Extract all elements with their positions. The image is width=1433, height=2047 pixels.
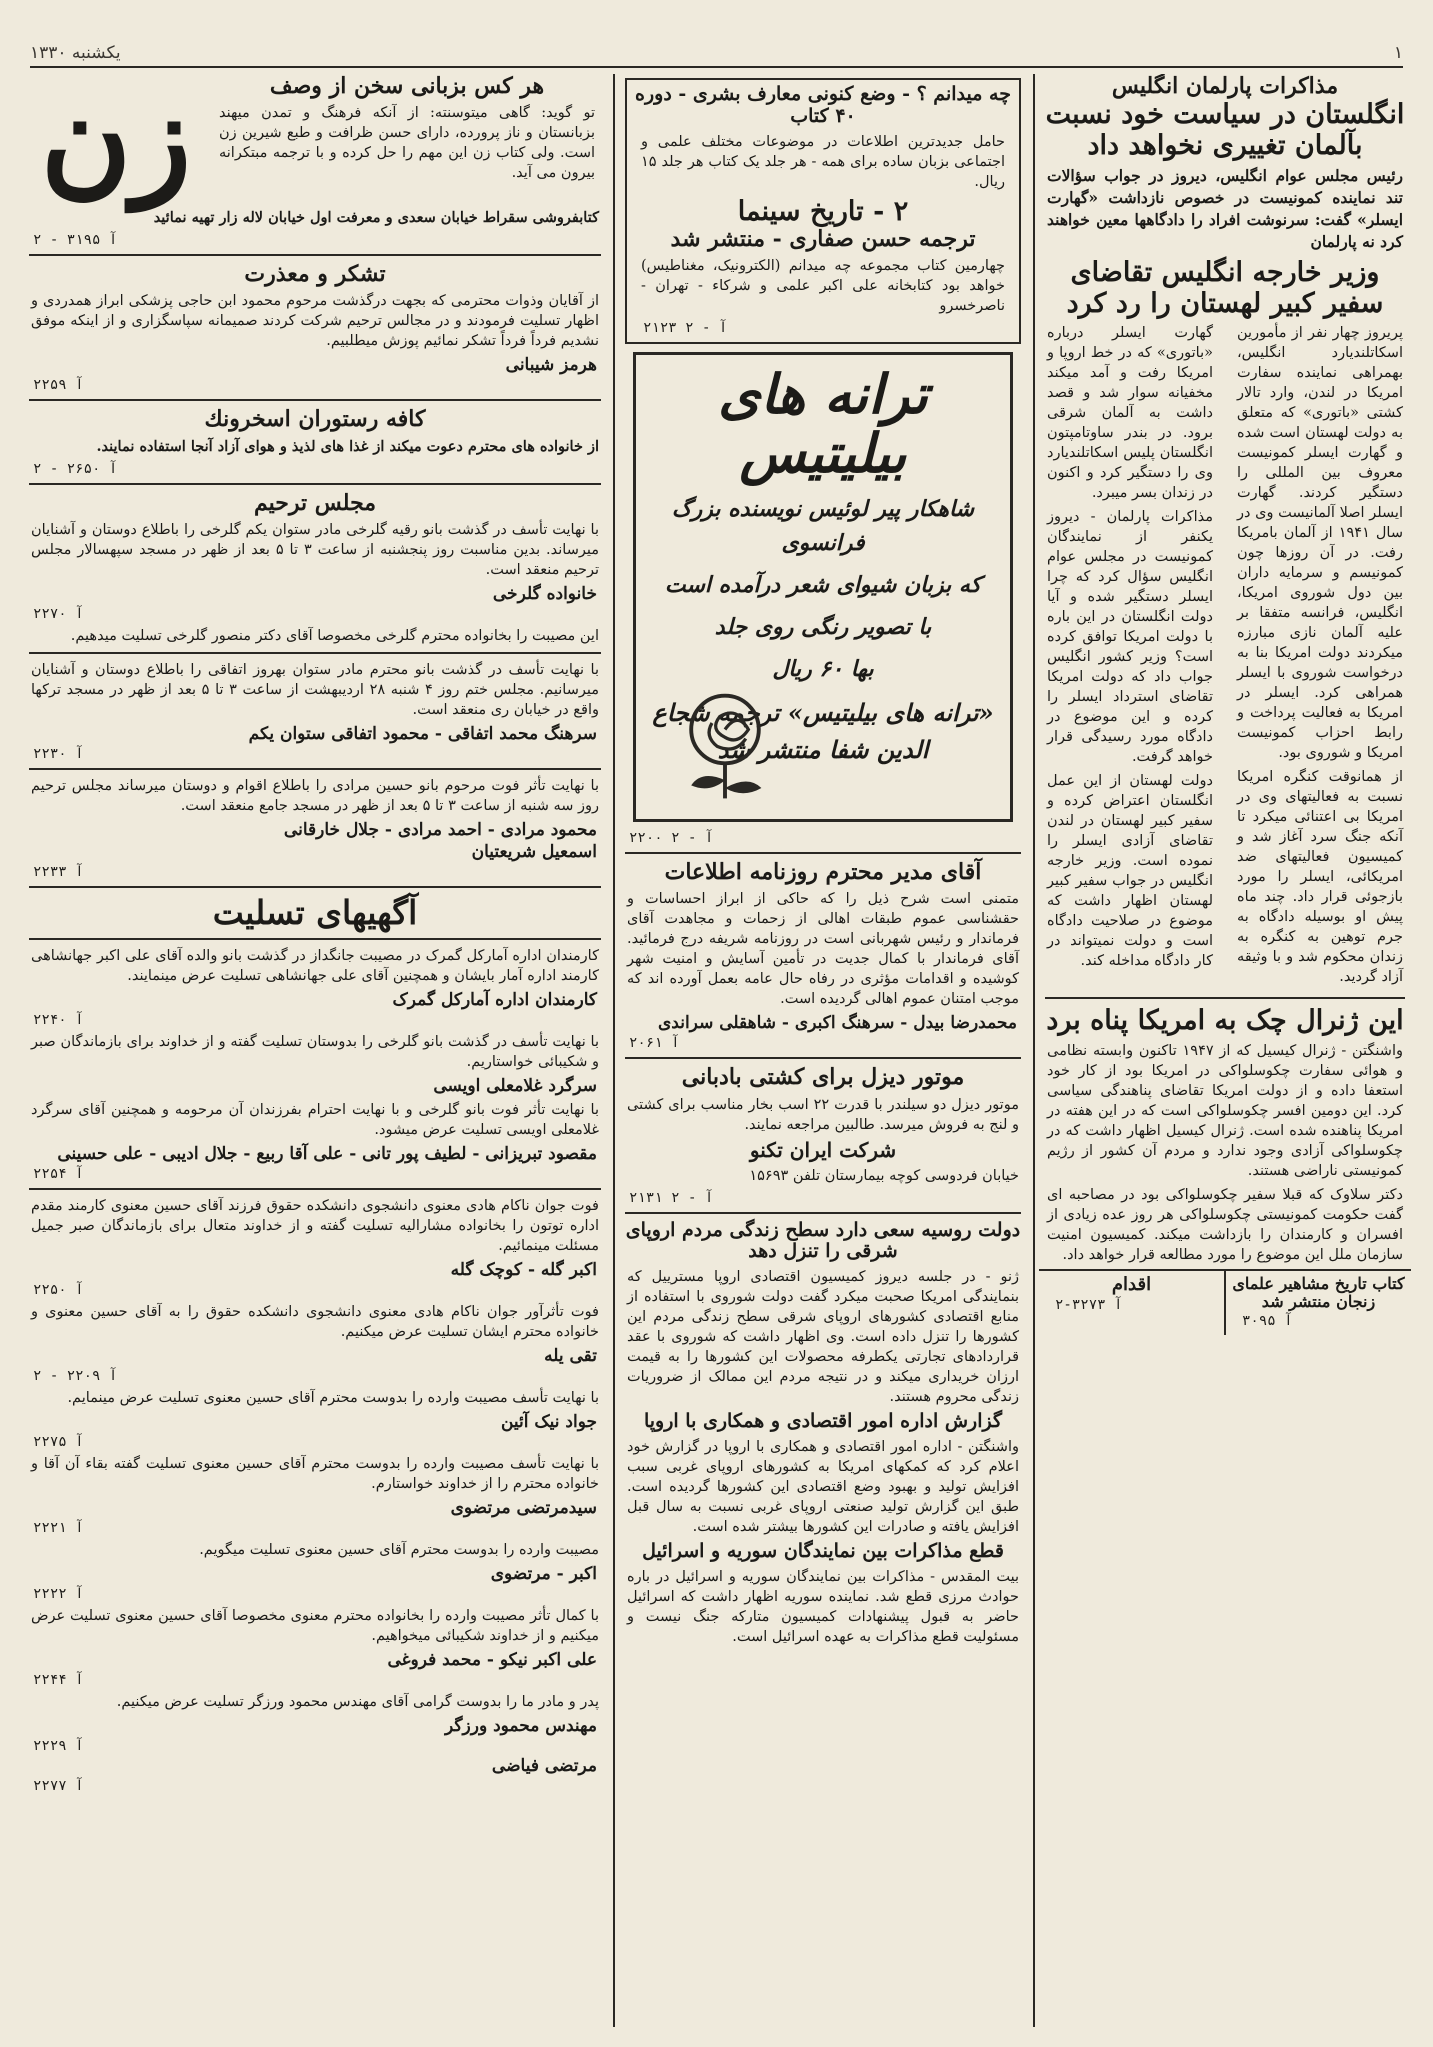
book-series-ad [625, 78, 1021, 344]
top-date-line [30, 40, 1403, 68]
column-notices [23, 74, 607, 2027]
notice-title: تشکر و معذرت [244, 261, 386, 288]
ad-code: ۲ - ۲۲۰۹ آ [33, 1368, 118, 1385]
ad-code: ۲۲۵۴ آ [33, 1166, 84, 1183]
notice-text: فوت جوان ناکام هادی معنوی دانشجوی دانشکده حقوق فرزند آقای حسین معنوی کارمند مقدم اداره توتون را بخانواده مشارالیه تسلیت گفته و از خداوند متعال برای بازماندگان صبر جمیل مسئلت مینمائیم. [31, 1198, 599, 1255]
action-ad [1039, 1271, 1224, 1336]
notice-signature: خانواده گلرخی [492, 584, 597, 605]
ad-code: ۳۰۹۵ آ [1242, 1313, 1293, 1330]
divider [625, 1057, 1021, 1059]
ad-code: ۲۲۵۰ آ [33, 1282, 84, 1299]
ad-code: ۲-۳۲۷۳ آ [1055, 1297, 1123, 1314]
article-headline: گزارش اداره امور اقتصادی و همکاری با اروپا [643, 1410, 1003, 1433]
ad-address: خیابان فردوسی کوچه بیمارستان تلفن ۱۵۶۹۳ [749, 1167, 1019, 1184]
ad-title: کتاب تاریخ مشاهیر علمای زنجان منتشر شد [1232, 1273, 1405, 1311]
section-title: آگهیهای تسلیت [212, 893, 418, 933]
ad-code: ۲۲۷۷ آ [33, 1778, 84, 1795]
article-paragraph: بیت المقدس - مذاکرات بین نمایندگان سوریه و اسرائیل در باره حوادث مرزی قطع شد. نماینده سوریه اظهار داشت که اسرائیل حاضر به قبول پیشنهادات کمیسیون متارکه جنگ نیست و مسئولیت قطع مذاکرات به عهده اسرائیل است. [627, 1569, 1019, 1645]
divider [29, 886, 601, 888]
notice-signature: مرتضی فیاضی [491, 1756, 597, 1777]
notice-text: مصیبت وارده را بدوست محترم آقای حسین معنوی تسلیت میگویم. [199, 1542, 599, 1559]
notice-signature: جواد نیک آئین [500, 1412, 597, 1433]
ad-headline: ۲ - تاریخ سینما [737, 195, 909, 227]
ad-title: اقدام [1111, 1273, 1152, 1295]
divider [625, 1212, 1021, 1214]
notice-signature: سیدمرتضی مرتضوی [450, 1498, 597, 1519]
notice-text: پدر و مادر ما را بدوست گرامی آقای مهندس محمود ورزگر تسلیت عرض میکنیم. [116, 1694, 599, 1711]
ad-code: ۲ - ۲۶۵۰ آ [33, 460, 118, 477]
ad-text: موتور دیزل دو سیلندر با قدرت ۲۲ اسب بخار مناسب برای کشتی و لنج به فروش میرسد. طالبین مراجعه نمایند. [627, 1096, 1019, 1133]
notice-signature: محمود مرادی - احمد مرادی - جلال خارقانی [283, 820, 597, 841]
ad-code: ۲۲۴۰ آ [33, 1012, 84, 1029]
notice-signature: سرگرد غلامعلی اویسی [433, 1076, 597, 1097]
ad-text: چهارمین کتاب مجموعه چه میدانم (الکترونیک، مغناطیس) خواهد بود کتابخانه علی اکبر علمی و شرکاء - تهران - ناصرخسرو [641, 258, 1005, 315]
column-middle [619, 74, 1027, 2027]
notice-signature: سرهنگ محمد اتفاقی - محمود اتفاقی ستوان یکم [248, 724, 597, 745]
notice-signature: مهندس محمود ورزگر [445, 1716, 597, 1737]
ad-code: ۲۲۳۳ آ [33, 864, 84, 881]
letter-signature: محمدرضا بیدل - سرهنگ اکبری - شاهقلی سراندی [658, 1013, 1017, 1034]
notice-text: از آقایان وذوات محترمی که بجهت درگذشت مرحوم محمود ابن حاجی پزشکی ابراز همدردی و اظهار تسلیت فرمودند و در مجالس ترحیم شرکت کردند صمیمانه سپاسگزاری و از اینکه موفق نشدیم فرداً فرداً تشکر نمائیم پوزش میطلبیم. [31, 293, 599, 350]
ad-code: ۲۲۵۹ آ [33, 377, 84, 394]
notice-title: کافه رستوران اسخرونك [204, 406, 426, 433]
letter-text: متمنی است شرح ذیل را که حاکی از ابراز احساسات و حقشناسی عموم طبقات اهالی از زحمات و مجاهدت آقای فرماندار و رئیس شهربانی است در روزنامه شریفه درج فرمائید. آقای فرماندار با کمال جدیت در تأمین آسایش و امنیت شهر کوشیده و اقدامات مؤثری در رفاه حال عامه بعمل آورده اند که موجب امتنان عموم اهالی گردیده است. [627, 891, 1019, 1008]
article-paragraph: گهارت ایسلر درباره «باتوری» که در خط اروپا و امریکا رفت و آمد میکند مخفیانه سوار شد و قصد داشت به آلمان شرقی برود. در بندر ساوتامپتون انگلستان پلیس اسکاتلندیارد وی را دستگیر کرد و اکنون در زندان بسر میبرد. [1047, 325, 1213, 502]
ad-title: چه میدانم ؟ - وضع کنونی معارف بشری - دوره ۴۰ کتاب [635, 83, 1011, 127]
poster-line: با تصویر رنگی روی جلد [714, 614, 932, 641]
divider [29, 399, 601, 401]
article-paragraph: دولت لهستان از این عمل انگلستان اعتراض کرده و سفیر کبیر لهستان در لندن تقاضای آزادی ایسلر را نموده است. وزیر خارجه انگلیس در جواب سفیر کبیر لهستان اظهار داشت که موضوع در صلاحیت دادگاه است و دولت نمیتواند در کار دادگاه مداخله کند. [1047, 773, 1213, 970]
notice-text: با نهایت تأسف در گذشت بانو رقیه گلرخی مادر ستوان یکم گلرخی را باطلاع دوستان و آشنایان میرساند. بدین مناسبت روز پنجشنبه از ساعت ۳ تا ۵ بعد از ظهر در مسجد سپهسالار مجلس ترحیم منعقد است. [31, 522, 600, 579]
notice-signature: هرمز شیبانی [505, 355, 597, 376]
zan-ad-paragraph: تو گوید: گاهی میتوسنته: از آنکه فرهنگ و تمدن میهند بزبانستان و ناز پرورده، دارای حسن ظرافت و طبع شیرین زن است. ولی کتاب زن این مهم را حل کرده و با ترجمه مبتکرانه بیرون می آید. [219, 105, 595, 182]
column-rule [1033, 74, 1035, 2027]
ad-code: ۲ - ۳۱۹۵ آ [33, 232, 118, 249]
article-kicker: مذاکرات پارلمان انگلیس [1111, 74, 1339, 99]
ad-code: ۲۰۶۱ آ [629, 1035, 680, 1052]
date-line: یکشنبه ۱۳۳۰ [30, 43, 121, 63]
poster-title: ترانه های بیلیتیس [718, 362, 928, 486]
ad-code: ۲۱۳۱ آ - ۲ [629, 1189, 714, 1206]
zan-logo: زن [40, 74, 192, 211]
ad-subheadline: ترجمه حسن صفاری - منتشر شد [670, 225, 976, 252]
article-headline: انگلستان در سیاست خود نسبت بآلمان تغییری نخواهد داد [1045, 99, 1405, 162]
ad-code: ۲۲۷۵ آ [33, 1434, 84, 1451]
notice-text: با نهایت تأثر فوت مرحوم بانو حسین مرادی را باطلاع اقوام و دوستان میرساند مجلس ترحیم روز سه شنبه از ساعت ۳ تا ۵ بعد از ظهر در مسجد جامع منعقد است. [31, 778, 599, 815]
article-lead: رئیس مجلس عوام انگلیس، دیروز در جواب سؤالات تند نماینده کمونیست در خصوص نازداشت «گهارت ایسلر» گفت: سرنوشت افراد را دادگاهها معین خواهند کرد نه پارلمان [1047, 166, 1403, 252]
poster-line: بها ۶۰ ریال [772, 656, 874, 683]
notice-title: مجلس ترحیم [253, 489, 377, 516]
article-headline: این ژنرال چک به امریکا پناه برد [1046, 1005, 1404, 1037]
divider [29, 938, 601, 940]
ad-code: ۲۲۲۹ آ [33, 1738, 84, 1755]
article-paragraph: واشنگتن - اداره امور اقتصادی و همکاری با اروپا در گزارش خود اعلام کرد که کمکهای امریکا به کشورهای اروپای غربی سبب افزایش تولید و بهبود وضع اقتصادی این کشورها گردیده است. طبق این گزارش تولید صنعتی اروپای غربی نسبت به سال قبل افزایش یافته و صادرات این کشورها بیشتر شده است. [627, 1439, 1019, 1536]
divider [625, 852, 1021, 854]
divider [1045, 997, 1405, 999]
notice-signature: اسمعیل شریعتیان [471, 842, 597, 863]
zan-ad-text [211, 74, 603, 204]
ad-code: ۲۲۰۰ آ - ۲ [629, 830, 714, 847]
article-body [1039, 319, 1411, 991]
ad-company: شرکت ایران تکنو [749, 1137, 897, 1162]
bottom-ads [1039, 1269, 1411, 1336]
article-paragraph: پریروز چهار نفر از مأمورین اسکاتلندیارد انگلیس، بهمراهی نماینده سفارت امریکا در لندن، وارد تالار کشتی «باتوری» که متعلق به دولت لهستان است شده و گهارت ایسلر کمونیست معروف بین المللی را دستگیر کردند. گهارت ایسلر اصلا آلمانیست وی در سال ۱۹۴۱ از آلمان بامریکا رفت. در آن روزها چون کمونیسم و سرمایه داران بین دول شوروی امریکا، انگلیس، فرانسه متفقا بر علیه آلمان نازی مبارزه میکردند دولت امریکا بنا به درخواست شوروی با ایسلر همراهی کرد. ایسلر در امریکا به فعالیت پرداخت و رابط احزاب کمونیست امریکا و شوروی بود. [1237, 325, 1403, 762]
notice-text: از خانواده های محترم دعوت میکند از غذا های لذیذ و هوای آزاد آنجا استفاده نمایند. [96, 437, 599, 455]
article-paragraph: ژنو - در جلسه دیروز کمیسیون اقتصادی اروپا مسترییل که بنمایندگی امریکا صحبت میکرد گفت دولت شوروی با استفاده از منابع اقتصادی کشورهای اروپای شرقی سطح زندگی مردم این کشورها را تنزل داده است. وی اظهار داشت که شوروی با عقد قراردادهای تجارتی یکطرفه محصولات این کشورها را به قیمت ارزان خریداری میکند و در نتیجه مردم این ممالک از ضروریات زندگی محروم هستند. [627, 1269, 1019, 1406]
ad-text: حامل جدیدترین اطلاعات در موضوعات مختلف علمی و اجتماعی بزبان ساده برای همه - هر جلد یک کتاب هر جلد ۱۵ ریال. [641, 133, 1005, 190]
notice-text: این مصیبت را بخانواده محترم گلرخی مخصوصا آقای دکتر منصور گلرخی تسلیت میدهیم. [70, 628, 599, 645]
ad-code: ۲۲۲۱ آ [33, 1520, 84, 1537]
page-number: ۱ [1393, 43, 1403, 63]
ad-code: ۲۲۴۴ آ [33, 1672, 84, 1689]
divider [29, 254, 601, 256]
article-headline: دولت روسیه سعی دارد سطح زندگی مردم اروپای شرقی را تنزل دهد [625, 1218, 1021, 1263]
notice-text: با نهایت تأثر فوت بانو گلرخی و با نهایت احترام بفرزندان آن مرحومه و همچنین آقای سرگرد غلامعلی اویسی تسلیت عرض میشود. [31, 1102, 599, 1139]
divider [29, 768, 601, 770]
notice-text: با نهایت تأسف در گذشت بانو گلرخی را بدوستان تسلیت گفته و از خداوند برای بازماندگان صبر و شکیبائی خواستاریم. [31, 1034, 599, 1071]
notice-text: با نهایت تأسف مصیبت وارده را بدوست محترم آقای حسین معنوی تسلیت گفته بقاء آن آقا و خانواده محترم را از خداوند خواستارم. [31, 1456, 599, 1493]
article-headline: قطع مذاکرات بین نمایندگان سوریه و اسرائیل [642, 1540, 1004, 1563]
column-rule [613, 74, 615, 2027]
notice-text: با نهایت تأسف در گذشت بانو محترم مادر ستوان بهروز اتفاقی را باطلاع دوستان و آشنایان میرسانیم. مجلس ختم روز ۴ شنبه ۲۸ اردیبهشت از ساعت ۳ تا ۵ بعد از ظهر در مسجد ترکها واقع در خیابان ری منعقد است. [31, 662, 599, 719]
notice-text: با نهایت تأسف مصیبت وارده را بدوست محترم آقای حسین معنوی تسلیت عرض مینمایم. [67, 1390, 599, 1407]
article-paragraph: از همانوقت کنگره امریکا نسبت به فعالیتهای وی در امریکا بی اعتنائی میکرد تا آنکه جنگ سرد آغاز شد و کمیسیون فعالیتهای ضد امریکائی، ایسلر را مورد بازجوئی قرار داد. چند ماه پیش او بوسیله دادگاه به جرم توهین به کنگره به زندان محکوم شد و با وثیقه آزاد گردید. [1237, 769, 1403, 986]
letter-headline: آقای مدیر محترم روزنامه اطلاعات [664, 859, 982, 886]
rose-icon [660, 671, 790, 801]
notice-text: فوت تأثرآور جوان ناکام هادی معنوی دانشجوی دانشکده حقوق را به آقای حسین معنوی و خانواده محترم ایشان تسلیت عرض میکنیم. [31, 1304, 599, 1341]
article-paragraph: مذاکرات پارلمان - دیروز یکنفر از نمایندگان کمونیست در مجلس عوام انگلیس سؤال کرد که چرا ایسلر دستگیر شده و آیا دولت انگلستان در این باره با دولت امریکا توافق کرده است؟ وزیر کشور انگلیس جواب داد که دولت امریکا تقاضای استرداد ایسلر را کرده و این موضوع در دادگاه مورد رسیدگی قرار خواهد گرفت. [1047, 509, 1213, 766]
column-news [1039, 74, 1411, 2027]
book-ad [1224, 1271, 1411, 1336]
notice-signature: کارمندان اداره آمارکل گمرک [392, 990, 597, 1011]
ad-headline: موتور دیزل برای کشتی بادبانی [681, 1064, 965, 1091]
notice-signature: اکبر - مرتضوی [490, 1564, 597, 1585]
ad-code: ۲۲۷۰ آ [33, 606, 84, 623]
notice-signature: اکبر گله - کوچک گله [450, 1260, 597, 1281]
notice-text: با کمال تأثر مصیبت وارده را بخانواده محترم معنوی مخصوصا آقای حسین معنوی تسلیت عرض میکنیم و از خداوند شکیبائی میخواهیم. [31, 1608, 599, 1645]
zan-ad [27, 74, 603, 211]
ad-code: ۲۱۲۳ آ - ۲ [643, 320, 728, 337]
article-paragraph: واشنگتن - ژنرال کیسیل که از ۱۹۴۷ تاکنون وابسته نظامی و هوائی سفارت چکوسلواکی در امریکا بود از کار خود استعفا داده و از دولت امریکا تقاضای پناهندگی سیاسی کرد. این دومین افسر چکوسلواکی است که در این هفته در امریکا پناهنده شده است. ژنرال کیسیل اظهار داشت که در چکوسلواکی آزادی وجود ندارد و مردم آن کشور از رژیم کمونیستی ناراضی هستند. [1047, 1042, 1403, 1179]
bilitis-poster [633, 352, 1013, 822]
poster-line: شاهکار پیر لوئیس نویسنده بزرگ فرانسوی [671, 495, 975, 556]
notice-text: کارمندان اداره آمارکل گمرک در مصیبت جانگداز در گذشت بانو والده آقای علی اکبر جهانشاهی کارمند اداره آمار بایشان و همچنین آقای علی جهانشاهی تسلیت عرض مینمایند. [31, 948, 599, 985]
notice-signature: علی اکبر نیکو - محمد فروغی [387, 1650, 597, 1671]
notice-signature: مقصود تبریزانی - لطیف پور تانی - علی آقا ربیع - جلال ادیبی - علی حسینی [57, 1144, 597, 1165]
article-paragraph: دکتر سلاوک که قبلا سفیر چکوسلواکی بود در مصاحبه ای گفت حکومت کمونیستی چکوسلواکی هر روز عده زیادی از افسران و کارمندان را بازداشت میکند. کمیسیون امنیت سازمان ملل این موضوع را مورد مطالعه قرار خواهد داد. [1047, 1186, 1403, 1263]
ad-code: ۲۲۲۲ آ [33, 1586, 84, 1603]
zan-ad-footer: کتابفروشی سقراط خیابان سعدی و معرفت اول خیابان لاله زار تهیه نمائید [153, 209, 599, 227]
divider [29, 483, 601, 485]
divider [29, 1188, 601, 1190]
ad-code: ۲۲۳۰ آ [33, 746, 84, 763]
poster-line: «ترانه های بیلیتیس» ترجمه شجاع الدین شفا منتشر شد [652, 698, 994, 765]
notice-signature: تقی یله [544, 1346, 597, 1367]
zan-ad-heading: هر کس بزبانی سخن از وصف [269, 74, 545, 99]
article-subheadline: وزیر خارجه انگلیس تقاضای سفیر کبیر لهستان را رد کرد [1066, 257, 1384, 320]
divider [29, 652, 601, 654]
poster-line: که بزبان شیوای شعر درآمده است [664, 572, 982, 598]
